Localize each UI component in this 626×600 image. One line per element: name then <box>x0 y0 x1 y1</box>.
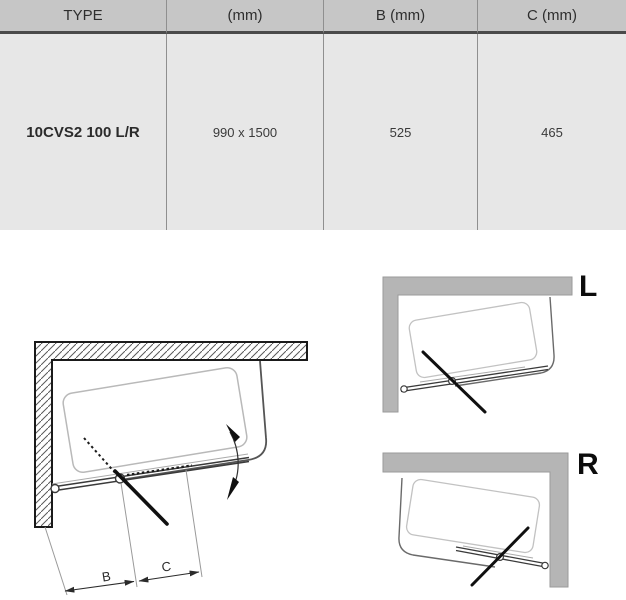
dimension-label-c: C <box>160 558 173 575</box>
panel-folded-dotted <box>84 438 118 476</box>
bathtub-rim <box>62 366 249 473</box>
left-variant-diagram <box>375 260 625 415</box>
screen-bar-bottom-l <box>401 370 548 392</box>
bathtub-rim-l <box>408 301 538 378</box>
bathtub-outer-edge-r <box>399 478 495 567</box>
col-header-size-mm: (mm) <box>166 0 323 34</box>
top-view-diagram <box>20 330 310 600</box>
wall-bracket-r <box>542 562 548 568</box>
cell-c-value: 465 <box>477 34 626 230</box>
panel-open-stroke-l <box>423 352 485 412</box>
col-header-c-mm: C (mm) <box>477 0 626 34</box>
variant-label-r: R <box>577 448 599 481</box>
wall-bracket-pivot <box>51 485 59 493</box>
diagram-area <box>0 230 626 600</box>
screen-rim-light <box>52 454 248 484</box>
col-header-type: TYPE <box>0 0 166 34</box>
bathtub-rim-r <box>405 478 540 553</box>
extension-line-hinge <box>121 483 137 587</box>
wall-bracket-l <box>401 386 407 392</box>
extension-line-wall <box>45 527 67 595</box>
cell-type: 10CVS2 100 L/R <box>0 34 166 230</box>
col-header-b-mm: B (mm) <box>323 0 477 34</box>
wall-gray-r <box>383 453 568 587</box>
variant-label-l: L <box>579 270 598 303</box>
extension-line-panel <box>186 470 202 577</box>
spec-table <box>0 0 626 230</box>
screen-bar-bottom <box>52 462 249 492</box>
cell-size: 990 x 1500 <box>166 34 323 230</box>
dimension-line-b <box>65 582 134 592</box>
dimension-label-b: B <box>100 568 112 585</box>
swing-arrow-down-icon <box>227 477 239 500</box>
panel-open-stroke-r <box>472 528 528 585</box>
cell-b-value: 525 <box>323 34 477 230</box>
right-variant-diagram <box>375 445 625 600</box>
